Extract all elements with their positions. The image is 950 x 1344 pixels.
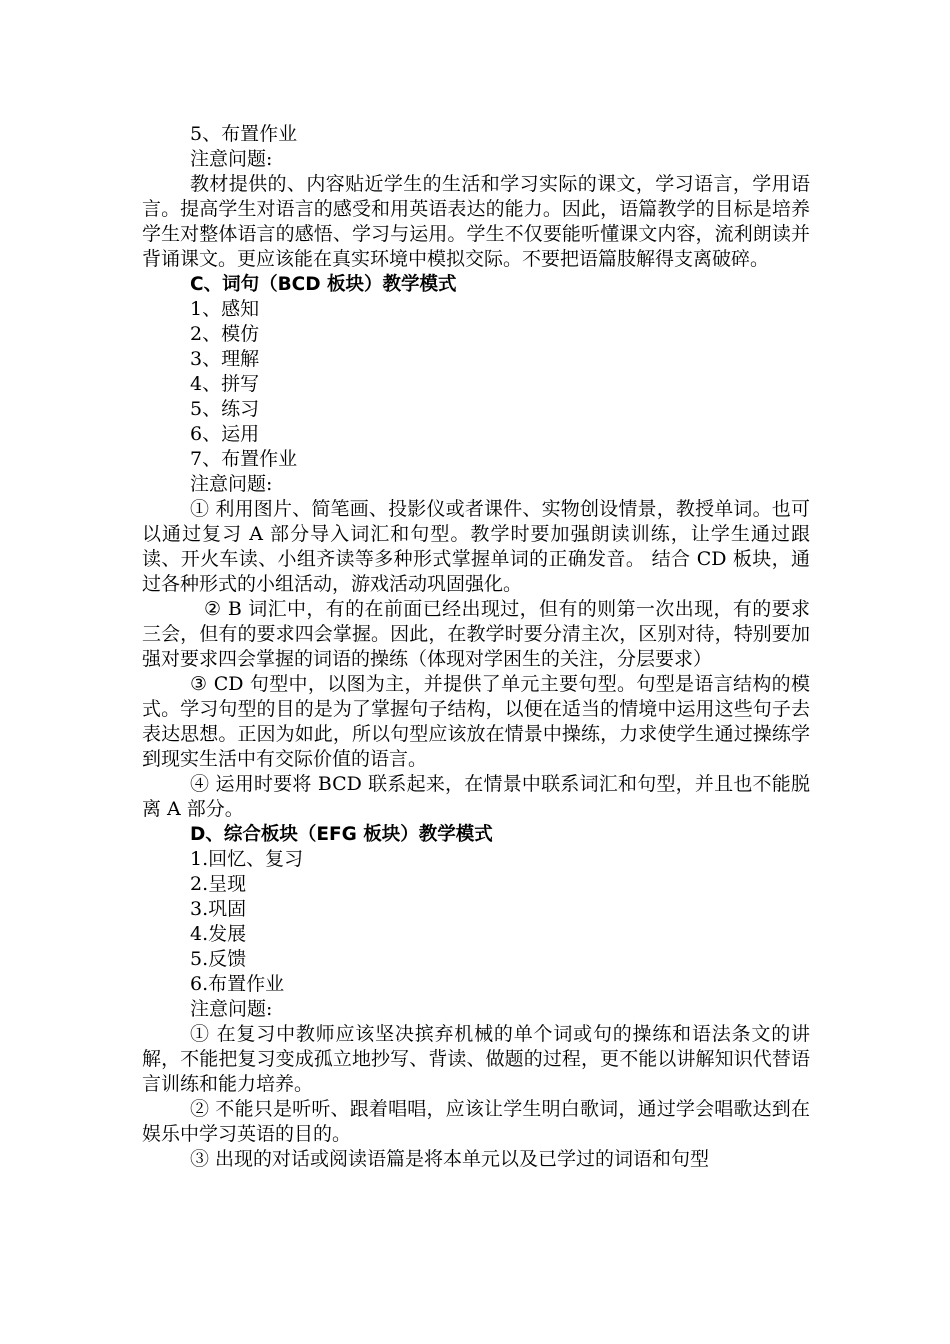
text-teaching-paragraph: 教材提供的、内容贴近学生的生活和学习实际的课文，学习语言，学用语言。提高学生对语言的感受和用英语表达的能力。因此，语篇教学的目标是培养学生对整体语言的感悟、学习与运用。学生不仅要能听懂课文内容，流利朗读并背诵课文。更应该能在真实环境中模拟交际。不要把语篇肢解得支离破碎。 — [142, 173, 810, 270]
section-c-note: ① 利用图片、简笔画、投影仪或者课件、实物创设情景，教授单词。也可以通过复习 A 部分导入词汇和句型。教学时要加强朗读训练，让学生通过跟读、开火车读、小组齐读等多种形式掌握单词的正确发音。 结合 CD 板块，通过各种形式的小组活动，游戏活动巩固强化。 — [142, 498, 810, 595]
section-d-note: ③ 出现的对话或阅读语篇是将本单元以及已学过的词语和句型 — [190, 1148, 710, 1170]
document-page — [142, 122, 810, 1172]
section-c-step: 3、理解 — [190, 348, 260, 370]
section-c-step: 2、模仿 — [190, 323, 260, 345]
section-c-step: 5、练习 — [190, 398, 260, 420]
notes-label: 注意问题: — [190, 148, 273, 170]
section-c-note: ③ CD 句型中，以图为主，并提供了单元主要句型。句型是语言结构的模式。学习句型的目的是为了掌握句子结构，以便在适当的情境中运用这些句子去表达思想。正因为如此，所以句型应该放在情景中操练，力求使学生通过操练学到现实生活中有交际价值的语言。 — [142, 673, 810, 770]
section-d-step: 4.发展 — [190, 923, 247, 945]
section-c-note: ② B 词汇中，有的在前面已经出现过，但有的则第一次出现，有的要求三会，但有的要求四会掌握。因此，在教学时要分清主次，区别对待，特别要加强对要求四会掌握的词语的操练（体现对学困生的关注，分层要求） — [142, 598, 810, 670]
step-assign-homework: 5、布置作业 — [190, 123, 298, 145]
section-d-step: 2.呈现 — [190, 873, 247, 895]
notes-label: 注意问题: — [190, 998, 273, 1020]
section-c-step: 6、运用 — [190, 423, 260, 445]
section-d-note: ② 不能只是听听、跟着唱唱，应该让学生明白歌词，通过学会唱歌达到在娱乐中学习英语的目的。 — [142, 1098, 810, 1145]
section-d-step: 5.反馈 — [190, 948, 247, 970]
section-c-heading: C、词句（BCD 板块）教学模式 — [190, 274, 457, 295]
section-d-note: ① 在复习中教师应该坚决摈弃机械的单个词或句的操练和语法条文的讲解，不能把复习变成孤立地抄写、背读、做题的过程，更不能以讲解知识代替语言训练和能力培养。 — [142, 1023, 810, 1095]
section-c-step: 4、拼写 — [190, 373, 260, 395]
section-d-step: 3.巩固 — [190, 898, 247, 920]
section-d-step: 1.回忆、复习 — [190, 848, 304, 870]
section-c-step: 1、感知 — [190, 298, 260, 320]
section-c-step: 7、布置作业 — [190, 448, 298, 470]
notes-label: 注意问题: — [190, 473, 273, 495]
section-d-step: 6.布置作业 — [190, 973, 285, 995]
section-c-note: ④ 运用时要将 BCD 联系起来，在情景中联系词汇和句型，并且也不能脱离 A 部分。 — [142, 773, 810, 820]
section-d-heading: D、综合板块（EFG 板块）教学模式 — [190, 824, 493, 845]
